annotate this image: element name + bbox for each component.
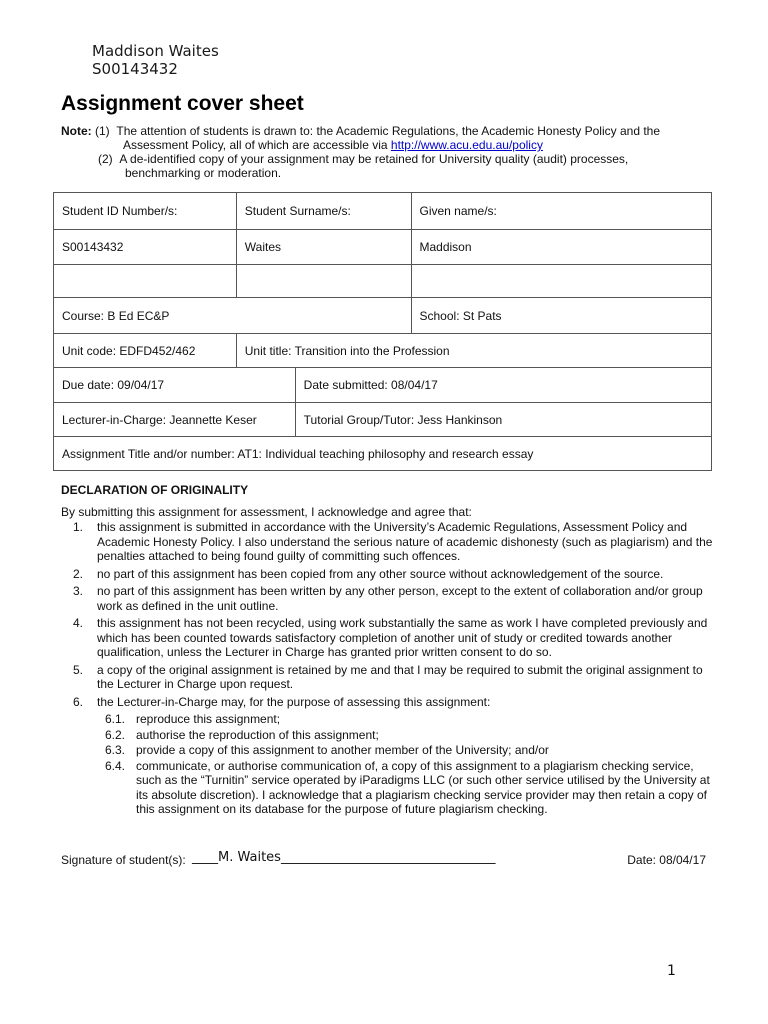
declaration-heading: DECLARATION OF ORIGINALITY: [61, 483, 249, 497]
sub-list-item: [61, 759, 716, 817]
cover-table: [53, 192, 712, 471]
student-id-empty-cell: [54, 265, 237, 298]
note-item-2-text-2: benchmarking or moderation.: [125, 166, 282, 180]
signature-date: Date: 08/04/17: [627, 853, 706, 867]
list-item-text: the Lecturer-in-Charge may, for the purpose of assessing this assignment:: [97, 694, 491, 709]
lecturer-in-charge: Lecturer-in-Charge: Jeannette Keser: [54, 403, 296, 437]
sub-list-item: [61, 712, 716, 727]
table-row: [54, 230, 712, 265]
list-item-text: a copy of the original assignment is retained by me and that I may be required to submit the original assignment to the Lecturer in Charge upon request.: [97, 662, 703, 691]
policy-link[interactable]: http://www.acu.edu.au/policy: [390, 138, 543, 152]
sub-list-item-text: provide a copy of this assignment to another member of the University; and/or: [136, 743, 549, 757]
note-item-1-text-2: Assessment Policy, all of which are accessible via: [123, 138, 391, 152]
signature-value: ____M. Waites_________________________________: [192, 850, 496, 865]
note-item-1-num: (1): [95, 124, 110, 138]
sub-list-item: [61, 728, 716, 743]
note-item-1: [61, 124, 721, 138]
note-item-1-continued: [61, 138, 721, 152]
student-id-header: S00143432: [92, 60, 178, 78]
table-row: [54, 193, 712, 230]
table-row: [54, 265, 712, 298]
note-item-2-text: A de-identified copy of your assignment may be retained for University quality (audit) processes,: [119, 152, 629, 166]
note-item-2: [61, 152, 721, 166]
list-item-text: this assignment has not been recycled, using work substantially the same as work I have completed previously and which has been counted towards satisfactory completion of another unit of study or credited towards another qualification, unless the Lecturer in Charge has granted prior written consent to do so.: [97, 616, 708, 659]
due-date: Due date: 09/04/17: [54, 368, 296, 403]
list-item-text: this assignment is submitted in accordance with the University’s Academic Regulations, Assessment Policy and Academic Honesty Policy. I also understand the serious nature of academic dishonesty (such as plagiarism) and the penalties attached to being found guilty of committing such offences.: [97, 520, 713, 563]
sub-list-item: [61, 743, 716, 758]
surname-value: Waites: [236, 230, 411, 265]
signature-label: Signature of student(s):: [61, 853, 186, 867]
list-item-number: 2.: [73, 566, 84, 581]
date-submitted: Date submitted: 08/04/17: [295, 368, 711, 403]
note-section: [61, 124, 721, 180]
table-row: [54, 368, 712, 403]
surname-empty-cell: [236, 265, 411, 298]
note-item-2-num: (2): [98, 152, 113, 166]
list-item-text: no part of this assignment has been copied from any other source without acknowledgement of the source.: [97, 566, 664, 581]
list-item-number: 5.: [73, 662, 84, 677]
declaration-intro: By submitting this assignment for assessment, I acknowledge and agree that:: [61, 505, 472, 519]
list-item: [61, 663, 716, 692]
list-item-number: 4.: [73, 616, 84, 630]
given-name-empty-cell: [411, 265, 712, 298]
sub-list-item-number: 6.2.: [105, 727, 126, 742]
sub-list-item-number: 6.3.: [105, 743, 126, 757]
sub-list-item-text: communicate, or authorise communication of, a copy of this assignment to a plagiarism checking service, such as the “Turnitin” service operated by iParadigms LLC (or such other service utilised by the University at its absolute discretion). I acknowledge that a plagiarism checking service provider may then retain a copy of this assignment on its database for the purpose of future plagiarism checking.: [136, 758, 710, 816]
tutorial-group: Tutorial Group/Tutor: Jess Hankinson: [295, 403, 711, 437]
list-item: [61, 695, 716, 710]
page-number: 1: [667, 963, 676, 979]
student-name: Maddison Waites: [92, 42, 219, 60]
note-item-1-text: The attention of students is drawn to: the Academic Regulations, the Academic Honesty Policy and the: [116, 124, 661, 138]
list-item: [61, 567, 716, 582]
sub-list-item-text: authorise the reproduction of this assignment;: [136, 727, 379, 742]
table-row: [54, 437, 712, 471]
list-item-number: 6.: [73, 694, 84, 709]
note-label: Note:: [61, 124, 92, 138]
course: Course: B Ed EC&P: [54, 298, 412, 334]
list-item: [61, 520, 716, 564]
unit-code: Unit code: EDFD452/462: [54, 334, 237, 368]
student-id-label: Student ID Number/s:: [54, 193, 237, 230]
declaration-list: [61, 520, 716, 818]
table-row: [54, 298, 712, 334]
given-name-value: Maddison: [411, 230, 712, 265]
given-name-label: Given name/s:: [411, 193, 712, 230]
list-item: [61, 584, 716, 613]
table-row: [54, 403, 712, 437]
student-header: [92, 42, 219, 78]
list-item-text: no part of this assignment has been written by any other person, except to the extent of collaboration and/or group work as defined in the unit outline.: [97, 584, 703, 613]
surname-label: Student Surname/s:: [236, 193, 411, 230]
page-title: Assignment cover sheet: [61, 92, 304, 115]
sub-list-item-number: 6.4.: [105, 758, 126, 773]
list-item: [61, 616, 716, 660]
unit-title: Unit title: Transition into the Profession: [236, 334, 711, 368]
assignment-title: Assignment Title and/or number: AT1: Individual teaching philosophy and research essay: [54, 437, 712, 471]
school: School: St Pats: [411, 298, 712, 334]
note-item-2-continued: [61, 166, 721, 180]
sub-list-item-text: reproduce this assignment;: [136, 712, 281, 726]
table-row: [54, 334, 712, 368]
list-item-number: 3.: [73, 584, 84, 598]
sub-list-item-number: 6.1.: [105, 712, 126, 726]
student-id-value: S00143432: [54, 230, 237, 265]
list-item-number: 1.: [73, 520, 84, 534]
